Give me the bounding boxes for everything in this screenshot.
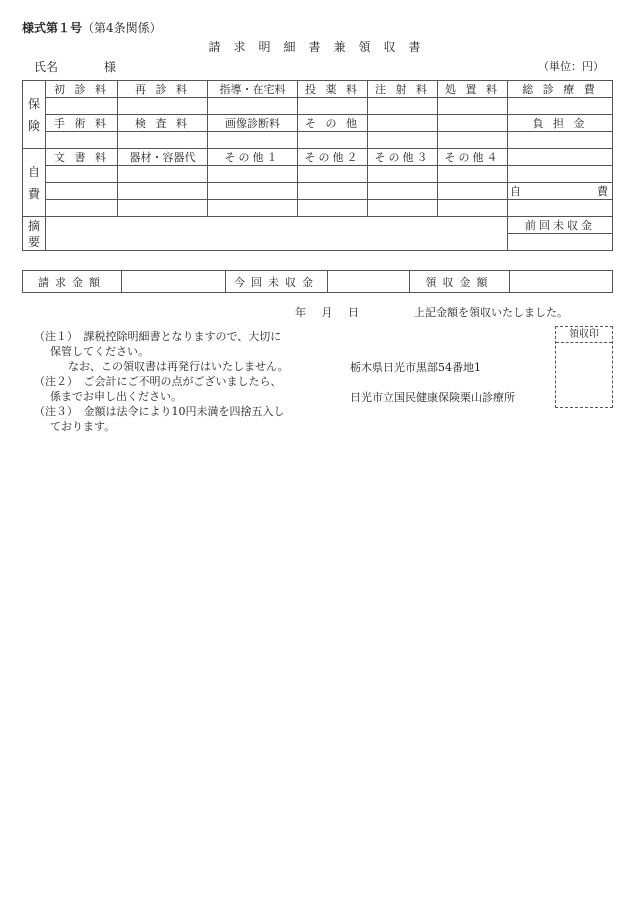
header-cell: 再 診 料	[118, 81, 208, 98]
header-cell: 検 査 料	[118, 115, 208, 132]
value-cell	[118, 98, 208, 115]
received-amount-value	[510, 271, 613, 293]
header-cell: その他２	[298, 149, 368, 166]
current-unpaid-value	[328, 271, 410, 293]
value-cell	[438, 98, 508, 115]
unit-label: （単位：円）	[538, 60, 604, 73]
header-cell	[508, 149, 613, 166]
honorific: 様	[104, 60, 117, 74]
value-cell	[46, 98, 118, 115]
value-cell	[46, 183, 118, 200]
remarks-section-label: 摘要	[23, 217, 46, 251]
name-label: 氏名	[34, 60, 59, 74]
document-title: 請求明細書兼領収書	[208, 40, 434, 54]
header-cell: 負 担 金	[508, 115, 613, 132]
received-amount-label: 領収金額	[410, 271, 510, 293]
receipt-stamp-box	[555, 326, 613, 408]
insurance-section-label: 保険	[23, 81, 46, 149]
value-cell	[298, 132, 368, 149]
value-cell	[46, 132, 118, 149]
date-label: 年 月 日	[295, 306, 359, 319]
self-pay-total-label: 自 費	[508, 183, 613, 200]
form-number: 様式第１号（第4条関係）	[22, 21, 162, 35]
value-cell	[368, 132, 438, 149]
value-cell	[208, 183, 298, 200]
header-cell: 器材・容器代	[118, 149, 208, 166]
header-cell: 総 診 療 費	[508, 81, 613, 98]
value-cell	[368, 98, 438, 115]
billing-amount-label: 請求金額	[23, 271, 122, 293]
header-cell: 手 術 料	[46, 115, 118, 132]
summary-table	[22, 270, 613, 293]
received-statement: 上記金額を領収いたしました。	[414, 306, 568, 319]
value-cell	[508, 166, 613, 183]
stamp-label: 領収印	[556, 327, 612, 343]
billing-amount-value	[122, 271, 226, 293]
value-cell	[508, 132, 613, 149]
header-cell: 処 置 料	[438, 81, 508, 98]
value-cell	[208, 132, 298, 149]
note-1-cont: 保管してください。	[50, 345, 149, 358]
value-cell	[208, 200, 298, 217]
value-cell	[298, 98, 368, 115]
value-cell	[208, 98, 298, 115]
value-cell	[438, 183, 508, 200]
fee-table	[22, 80, 613, 251]
note-2: （注２） ご会計にご不明の点がございましたら、	[34, 375, 282, 388]
header-cell: その他１	[208, 149, 298, 166]
note-3-cont: ております。	[50, 420, 116, 433]
value-cell	[46, 166, 118, 183]
header-cell: その他３	[368, 149, 438, 166]
note-3: （注３） 金額は法令により10円未満を四捨五入し	[34, 405, 285, 418]
note-1-extra: なお、この領収書は再発行はいたしません。	[68, 360, 289, 373]
value-cell	[298, 200, 368, 217]
previous-unpaid-label: 前回未収金	[508, 217, 613, 234]
value-cell	[438, 132, 508, 149]
header-cell: 画像診断料	[208, 115, 298, 132]
previous-unpaid-value	[508, 234, 613, 251]
header-cell: そ の 他	[298, 115, 368, 132]
header-cell: 指導・在宅料	[208, 81, 298, 98]
value-cell	[508, 98, 613, 115]
header-cell: 投 薬 料	[298, 81, 368, 98]
header-cell	[368, 115, 438, 132]
value-cell	[298, 183, 368, 200]
value-cell	[508, 200, 613, 217]
remarks-field	[46, 217, 508, 251]
value-cell	[298, 166, 368, 183]
value-cell	[118, 200, 208, 217]
value-cell	[118, 166, 208, 183]
value-cell	[118, 183, 208, 200]
value-cell	[368, 166, 438, 183]
header-cell: 文 書 料	[46, 149, 118, 166]
value-cell	[368, 183, 438, 200]
value-cell	[118, 132, 208, 149]
clinic-address: 栃木県日光市黒部54番地1	[350, 361, 481, 374]
note-2-cont: 係までお申し出ください。	[50, 390, 182, 403]
clinic-name: 日光市立国民健康保険栗山診療所	[350, 391, 515, 404]
header-cell: その他４	[438, 149, 508, 166]
value-cell	[46, 200, 118, 217]
header-cell	[438, 115, 508, 132]
current-unpaid-label: 今回未収金	[226, 271, 328, 293]
self-pay-section-label: 自費	[23, 149, 46, 217]
value-cell	[368, 200, 438, 217]
note-1: （注１） 課税控除明細書となりますので、大切に	[34, 330, 282, 343]
value-cell	[438, 166, 508, 183]
value-cell	[438, 200, 508, 217]
header-cell: 注 射 料	[368, 81, 438, 98]
value-cell	[208, 166, 298, 183]
header-cell: 初 診 料	[46, 81, 118, 98]
